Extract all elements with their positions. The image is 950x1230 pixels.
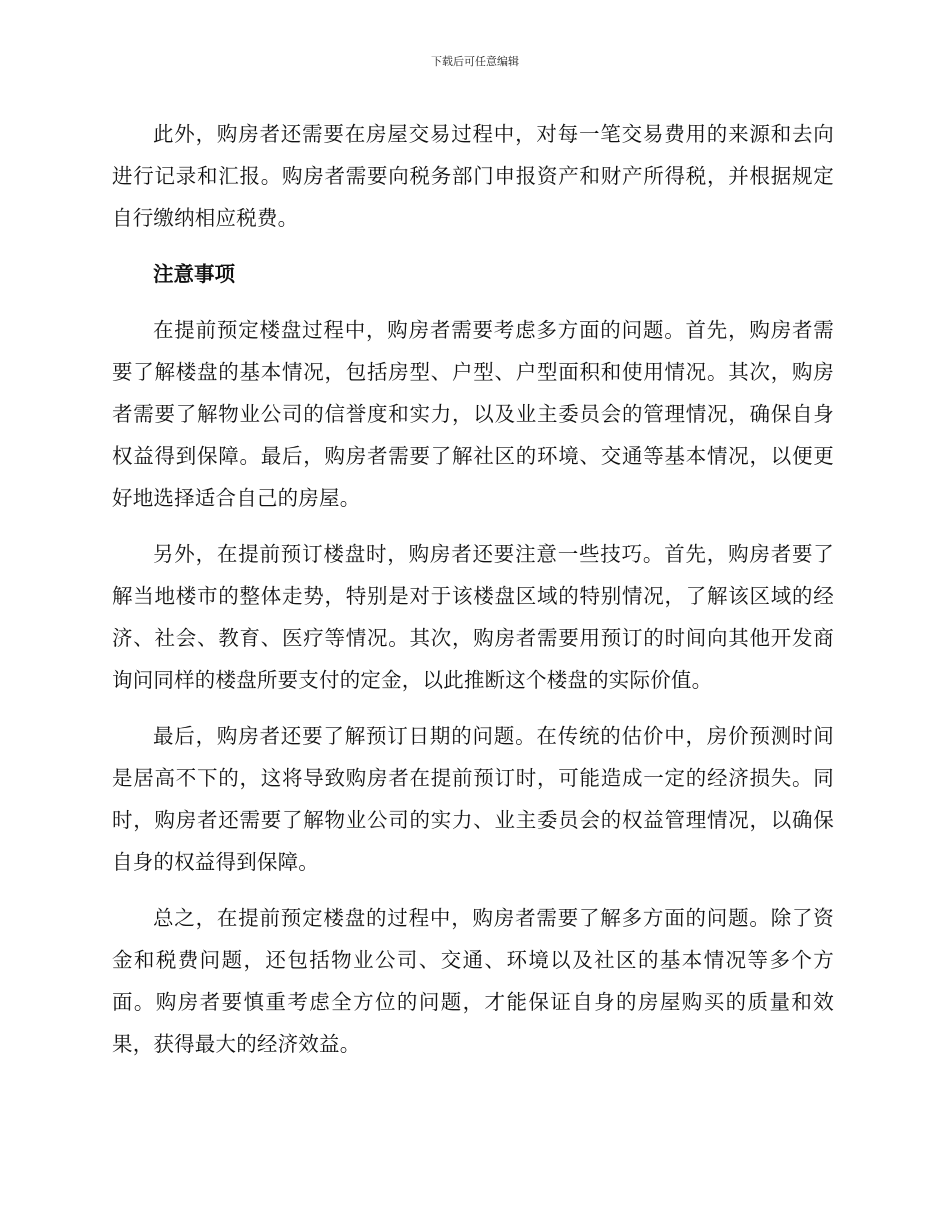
paragraph-conclusion: 总之，在提前预定楼盘的过程中，购房者需要了解多方面的问题。除了资金和税费问题，还包括物业公司、交通、环境以及社区的基本情况等多个方面。购房者要慎重考虑全方位的问题，才能保证自身的房屋购买的质量和效果，获得最大的经济效益。 — [112, 906, 834, 1056]
paragraph-tax-records: 此外，购房者还需要在房屋交易过程中，对每一笔交易费用的来源和去向进行记录和汇报。购房者需要向税务部门申报资产和财产所得税，并根据规定自行缴纳相应税费。 — [112, 122, 834, 230]
paragraph-considerations: 在提前预定楼盘过程中，购房者需要考虑多方面的问题。首先，购房者需要了解楼盘的基本情况，包括房型、户型、户型面积和使用情况。其次，购房者需要了解物业公司的信誉度和实力，以及业主委员会的管理情况，确保自身权益得到保障。最后，购房者需要了解社区的环境、交通等基本情况，以便更好地选择适合自己的房屋。 — [112, 318, 834, 510]
page-header: 下载后可任意编辑 — [431, 55, 519, 68]
section-heading: 注意事项 — [153, 262, 235, 286]
paragraph-tips: 另外，在提前预订楼盘时，购房者还要注意一些技巧。首先，购房者要了解当地楼市的整体走势，特别是对于该楼盘区域的特别情况，了解该区域的经济、社会、教育、医疗等情况。其次，购房者需要用预订的时间向其他开发商询问同样的楼盘所要支付的定金，以此推断这个楼盘的实际价值。 — [112, 542, 834, 692]
document-body — [112, 113, 834, 1079]
paragraph-booking-date: 最后，购房者还要了解预订日期的问题。在传统的估价中，房价预测时间是居高不下的，这将导致购房者在提前预订时，可能造成一定的经济损失。同时，购房者还需要了解物业公司的实力、业主委员会的权益管理情况，以确保自身的权益得到保障。 — [112, 724, 834, 874]
